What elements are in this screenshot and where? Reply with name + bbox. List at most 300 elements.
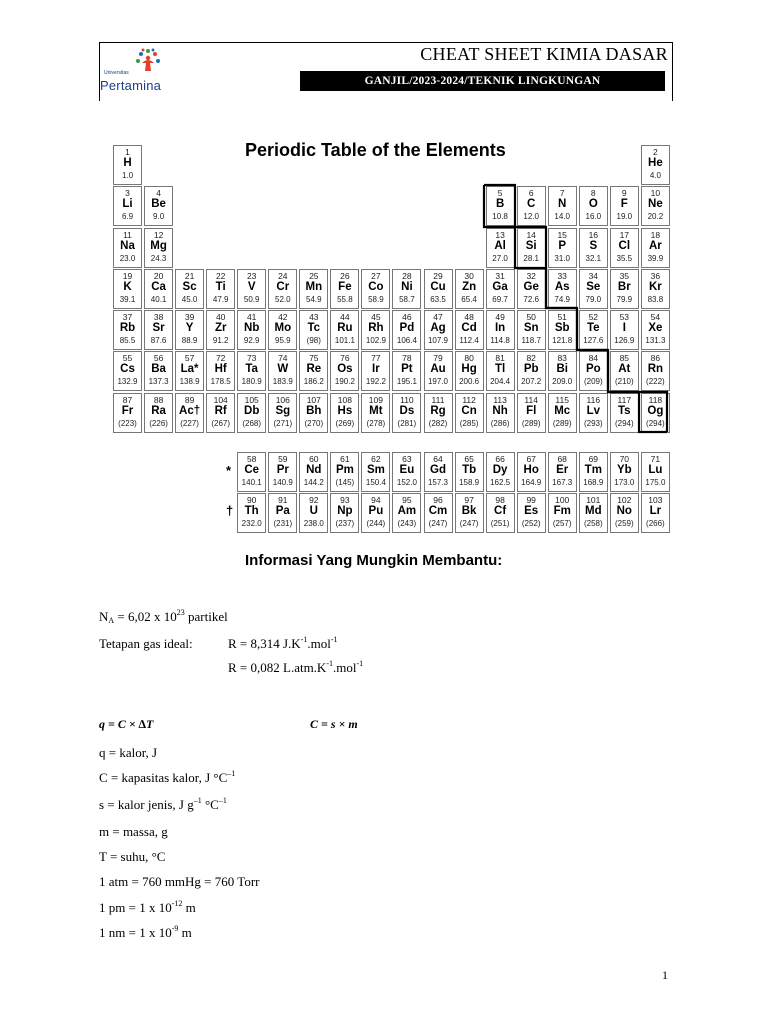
element-cell-rg	[424, 393, 453, 433]
element-cell-mg	[144, 228, 173, 268]
element-cell-co	[361, 269, 390, 309]
atomic-number: 113	[493, 395, 507, 405]
element-symbol: In	[494, 322, 506, 334]
atomic-mass: 6.9	[121, 212, 134, 221]
definition-b: m	[182, 900, 196, 915]
actinide-marker: †	[226, 503, 234, 518]
atomic-mass: (252)	[521, 519, 541, 528]
element-cell-ca	[144, 269, 173, 309]
atomic-mass: 55.8	[337, 295, 353, 304]
element-cell-sc	[175, 269, 204, 309]
definition-a: 1 nm = 1 x 10	[99, 925, 172, 940]
atomic-mass: 24.3	[150, 254, 167, 263]
element-cell-ba	[144, 351, 173, 391]
atomic-mass: 131.3	[645, 336, 666, 345]
element-symbol: Rh	[368, 322, 384, 334]
element-symbol: Cl	[618, 240, 631, 252]
element-symbol: Ne	[648, 198, 663, 210]
element-symbol: Mo	[274, 322, 292, 334]
definition-line	[99, 770, 235, 786]
element-symbol: K	[123, 281, 132, 293]
element-cell-fe	[330, 269, 359, 309]
element-cell-ni	[392, 269, 421, 309]
element-cell-ho	[517, 452, 546, 492]
atomic-number: 94	[371, 495, 381, 505]
atomic-number: 52	[588, 312, 599, 322]
element-symbol: Cr	[276, 281, 290, 293]
element-cell-pd	[392, 310, 421, 350]
element-symbol: Ce	[244, 464, 260, 476]
element-cell-pr	[268, 452, 297, 492]
element-symbol: Rb	[119, 322, 136, 334]
element-symbol: Bh	[306, 405, 322, 417]
atomic-number: 100	[555, 495, 570, 505]
element-cell-o	[579, 186, 608, 226]
element-cell-br	[610, 269, 639, 309]
element-cell-lr	[641, 493, 670, 533]
atomic-number: 85	[619, 353, 630, 363]
atomic-number: 38	[153, 312, 164, 322]
atomic-number: 24	[278, 271, 288, 281]
atomic-mass: 238.0	[303, 519, 324, 528]
element-cell-y	[175, 310, 204, 350]
atomic-number: 62	[371, 454, 381, 464]
atomic-mass: (98)	[306, 336, 321, 345]
atomic-mass: 20.2	[647, 212, 664, 221]
element-symbol: Br	[617, 281, 631, 293]
element-symbol: Cn	[461, 405, 477, 417]
element-cell-po	[579, 351, 608, 391]
atomic-number: 66	[495, 454, 505, 464]
element-cell-be	[144, 186, 173, 226]
element-symbol: Se	[586, 281, 601, 293]
element-symbol: N	[558, 198, 567, 210]
element-symbol: Ar	[649, 240, 662, 252]
element-cell-cd	[455, 310, 484, 350]
element-symbol: Pm	[335, 464, 354, 476]
atomic-mass: 158.9	[459, 478, 480, 487]
element-cell-pm	[330, 452, 359, 492]
element-cell-ra	[144, 393, 173, 433]
element-symbol: Ge	[523, 281, 539, 293]
element-cell-f	[610, 186, 639, 226]
element-cell-eu	[392, 452, 421, 492]
element-symbol: Rf	[214, 405, 227, 417]
element-symbol: Am	[397, 505, 417, 517]
atomic-mass: (259)	[614, 519, 634, 528]
element-symbol: Sc	[182, 281, 197, 293]
element-cell-v	[237, 269, 266, 309]
element-symbol: Mg	[150, 240, 167, 252]
element-cell-b	[486, 186, 515, 226]
atomic-mass: (247)	[428, 519, 448, 528]
atomic-number: 56	[153, 353, 164, 363]
atomic-number: 99	[526, 495, 536, 505]
atomic-number: 33	[557, 271, 567, 281]
atomic-mass: 39.9	[647, 254, 664, 263]
atomic-number: 95	[402, 495, 412, 505]
element-symbol: Cd	[461, 322, 477, 334]
element-cell-u	[299, 493, 328, 533]
element-cell-yb	[610, 452, 639, 492]
atomic-mass: 150.4	[365, 478, 386, 487]
element-cell-al	[486, 228, 515, 268]
atomic-mass: (223)	[118, 419, 137, 428]
atomic-mass: 195.1	[396, 377, 417, 386]
element-symbol: Hs	[337, 405, 353, 417]
element-symbol: Cu	[430, 281, 446, 293]
element-symbol: P	[558, 240, 567, 252]
atomic-number: 46	[402, 312, 412, 322]
atomic-number: 69	[588, 454, 599, 464]
element-cell-la	[175, 351, 204, 391]
atomic-number: 82	[526, 353, 536, 363]
atomic-mass: 40.1	[150, 295, 167, 304]
element-symbol: F	[620, 198, 628, 210]
atomic-number: 60	[309, 454, 319, 464]
element-cell-rb	[113, 310, 142, 350]
atomic-mass: (289)	[521, 419, 541, 428]
atomic-mass: 32.1	[585, 254, 602, 263]
element-symbol: Hf	[214, 363, 227, 375]
element-cell-ts	[610, 393, 639, 433]
atomic-mass: (222)	[646, 377, 665, 386]
atomic-mass: 12.0	[523, 212, 539, 221]
atomic-number: 98	[495, 495, 505, 505]
element-cell-sn	[517, 310, 546, 350]
atomic-mass: 87.6	[150, 336, 167, 345]
element-cell-mc	[548, 393, 577, 433]
atomic-number: 11	[123, 230, 132, 240]
definition-line	[99, 849, 165, 865]
atomic-mass: 127.6	[583, 336, 604, 345]
element-cell-mt	[361, 393, 390, 433]
atomic-mass: 140.9	[272, 478, 293, 487]
course-banner: GANJIL/2023-2024/TEKNIK LINGKUNGAN	[300, 71, 665, 91]
element-cell-ge	[517, 269, 546, 309]
element-cell-fm	[548, 493, 577, 533]
element-symbol: Lr	[649, 505, 662, 517]
atomic-mass: (145)	[335, 478, 355, 487]
atomic-mass: 23.0	[119, 254, 136, 263]
element-cell-xe	[641, 310, 670, 350]
atomic-number: 14	[526, 230, 536, 240]
element-symbol: Fr	[121, 405, 134, 417]
element-cell-ds	[392, 393, 421, 433]
atomic-mass: (209)	[583, 377, 603, 386]
element-cell-np	[330, 493, 359, 533]
element-cell-nh	[486, 393, 515, 433]
atomic-mass: 102.9	[365, 336, 386, 345]
atomic-number: 101	[586, 495, 601, 505]
element-cell-n	[548, 186, 577, 226]
element-cell-dy	[486, 452, 515, 492]
element-cell-re	[299, 351, 328, 391]
atomic-mass: 39.1	[119, 295, 136, 304]
element-symbol: Ga	[492, 281, 508, 293]
atomic-number: 9	[621, 188, 627, 198]
element-symbol: Mc	[554, 405, 571, 417]
atomic-number: 20	[153, 271, 164, 281]
element-cell-as	[548, 269, 577, 309]
element-cell-pu	[361, 493, 390, 533]
element-symbol: Lu	[648, 464, 663, 476]
element-cell-cf	[486, 493, 515, 533]
atomic-mass: (257)	[552, 519, 572, 528]
definition-a: q = kalor, J	[99, 745, 158, 760]
element-symbol: Ac†	[179, 405, 201, 417]
element-cell-at	[610, 351, 639, 391]
element-symbol: Rn	[647, 363, 664, 375]
atomic-number: 53	[619, 312, 630, 322]
atomic-mass: (294)	[614, 419, 634, 428]
atomic-number: 90	[246, 495, 257, 505]
element-symbol: Ni	[401, 281, 413, 293]
atomic-mass: 31.0	[554, 254, 570, 263]
element-cell-li	[113, 186, 142, 226]
atomic-mass: 162.5	[490, 478, 511, 487]
page-number: 1	[662, 968, 668, 982]
element-symbol: Sn	[523, 322, 539, 334]
definition-a: 1 atm = 760 mmHg = 760 Torr	[99, 874, 260, 889]
atomic-mass: (269)	[335, 419, 355, 428]
atomic-mass: (244)	[366, 519, 386, 528]
atomic-mass: 140.1	[241, 478, 262, 487]
atomic-number: 1	[125, 147, 130, 157]
atomic-number: 45	[371, 312, 381, 322]
element-cell-gd	[424, 452, 453, 492]
element-symbol: C	[527, 198, 536, 210]
element-cell-es	[517, 493, 546, 533]
atomic-mass: 58.7	[399, 295, 415, 304]
element-symbol: Re	[306, 363, 322, 375]
atomic-number: 107	[306, 395, 321, 405]
element-symbol: He	[648, 157, 663, 169]
element-cell-i	[610, 310, 639, 350]
atomic-number: 86	[650, 353, 661, 363]
atomic-mass: 9.0	[153, 212, 165, 221]
element-cell-sm	[361, 452, 390, 492]
atomic-mass: 91.2	[212, 336, 229, 345]
atomic-mass: (267)	[211, 419, 231, 428]
atomic-number: 72	[215, 353, 226, 363]
element-cell-ru	[330, 310, 359, 350]
element-cell-te	[579, 310, 608, 350]
atomic-number: 89	[184, 395, 195, 405]
atomic-mass: (247)	[459, 519, 479, 528]
atomic-number: 12	[153, 230, 164, 240]
gas-constant-label: Tetapan gas ideal:	[99, 636, 193, 651]
element-cell-h	[113, 145, 142, 185]
element-symbol: W	[277, 363, 289, 375]
atomic-number: 78	[402, 353, 412, 363]
gas-constant-r2: R = 0,082 $L.atm.K^{-1}.mol^{-1}$	[228, 659, 364, 675]
atomic-mass: (286)	[490, 419, 510, 428]
atomic-number: 48	[464, 312, 474, 322]
atomic-number: 63	[402, 454, 412, 464]
atomic-number: 41	[246, 312, 257, 322]
element-cell-p	[548, 228, 577, 268]
element-cell-w	[268, 351, 297, 391]
atomic-number: 31	[495, 271, 505, 281]
element-symbol: Th	[244, 505, 259, 517]
element-cell-au	[424, 351, 453, 391]
atomic-number: 88	[153, 395, 164, 405]
atomic-mass: 173.0	[614, 478, 635, 487]
atomic-number: 10	[650, 188, 661, 198]
element-cell-lu	[641, 452, 670, 492]
atomic-mass: 19.0	[616, 212, 633, 221]
definition-line	[99, 900, 196, 916]
atomic-number: 116	[586, 395, 601, 405]
atomic-mass: 192.2	[365, 377, 386, 386]
element-symbol: Tc	[307, 322, 321, 334]
element-symbol: Cf	[494, 505, 507, 517]
element-cell-mn	[299, 269, 328, 309]
atomic-number: 6	[528, 188, 534, 198]
definition-e2: –1	[218, 796, 227, 805]
atomic-mass: (294)	[646, 419, 665, 428]
atomic-mass: (282)	[428, 419, 448, 428]
atomic-number: 50	[526, 312, 536, 322]
logo-subtext: Universitas	[104, 70, 129, 76]
atomic-number: 67	[526, 454, 536, 464]
atomic-mass: 107.9	[427, 336, 449, 345]
element-symbol: Tm	[584, 464, 602, 476]
atomic-number: 103	[648, 495, 663, 505]
element-cell-c	[517, 186, 546, 226]
element-symbol: Hg	[461, 363, 477, 375]
element-symbol: Md	[584, 505, 602, 517]
atomic-mass: 35.5	[616, 254, 633, 263]
atomic-mass: (281)	[397, 419, 417, 428]
element-cell-zr	[206, 310, 235, 350]
element-symbol: Ra	[151, 405, 166, 417]
element-cell-os	[330, 351, 359, 391]
atomic-number: 4	[156, 188, 161, 198]
element-cell-fr	[113, 393, 142, 433]
element-cell-db	[237, 393, 266, 433]
atomic-number: 49	[495, 312, 505, 322]
atomic-number: 17	[619, 230, 630, 240]
element-symbol: Pu	[368, 505, 384, 517]
element-symbol: B	[495, 198, 505, 210]
atomic-mass: (271)	[273, 419, 293, 428]
element-symbol: Ho	[523, 464, 539, 476]
atomic-number: 37	[122, 312, 133, 322]
atomic-number: 106	[275, 395, 290, 405]
element-symbol: Nb	[244, 322, 260, 334]
atomic-mass: 138.9	[179, 377, 200, 386]
atomic-mass: 106.4	[396, 336, 417, 345]
atomic-mass: 180.9	[241, 377, 262, 386]
atomic-mass: 72.6	[523, 295, 539, 304]
atomic-mass: (293)	[583, 419, 603, 428]
atomic-number: 102	[617, 495, 632, 505]
atomic-mass: 200.6	[459, 377, 480, 386]
atomic-number: 5	[497, 188, 503, 198]
atomic-number: 18	[650, 230, 661, 240]
atomic-number: 32	[526, 271, 536, 281]
element-symbol: Po	[585, 363, 601, 375]
element-cell-hs	[330, 393, 359, 433]
element-cell-ga	[486, 269, 515, 309]
atomic-mass: 101.1	[334, 336, 355, 345]
definition-e1: –1	[227, 769, 236, 778]
atomic-number: 54	[650, 312, 661, 322]
atomic-number: 92	[309, 495, 319, 505]
element-cell-no	[610, 493, 639, 533]
atomic-number: 35	[619, 271, 630, 281]
element-cell-md	[579, 493, 608, 533]
atomic-mass: (285)	[459, 419, 479, 428]
element-cell-rn	[641, 351, 670, 391]
element-cell-lv	[579, 393, 608, 433]
element-symbol: Mn	[305, 281, 323, 293]
element-symbol: Co	[368, 281, 384, 293]
element-cell-th	[237, 493, 266, 533]
document-title: CHEAT SHEET KIMIA DASAR	[420, 44, 668, 64]
atomic-number: 79	[433, 353, 443, 363]
element-symbol: Ba	[151, 363, 166, 375]
element-symbol: Og	[647, 405, 664, 417]
element-symbol: Bi	[556, 363, 568, 375]
atomic-number: 110	[400, 395, 414, 405]
element-symbol: Xe	[648, 322, 663, 334]
periodic-table-title: Periodic Table of the Elements	[245, 140, 506, 160]
element-symbol: Ta	[245, 363, 258, 375]
element-symbol: Y	[185, 322, 194, 334]
atomic-mass: 52.0	[275, 295, 291, 304]
definition-a: m = massa, g	[99, 824, 168, 839]
element-cell-ce	[237, 452, 266, 492]
atomic-number: 108	[337, 395, 352, 405]
atomic-number: 36	[650, 271, 661, 281]
definition-line	[99, 824, 168, 840]
atomic-number: 26	[340, 271, 350, 281]
gas-constant-r1: R = 8,314 $J.K^{-1}.mol^{-1}$	[228, 635, 338, 651]
atomic-mass: 118.7	[521, 336, 541, 345]
element-symbol: At	[618, 363, 631, 375]
atomic-number: 80	[464, 353, 474, 363]
element-symbol: Os	[337, 363, 353, 375]
atomic-number: 68	[557, 454, 567, 464]
atomic-number: 47	[433, 312, 443, 322]
atomic-mass: (226)	[149, 419, 168, 428]
element-symbol: Zn	[462, 281, 477, 293]
element-symbol: Ts	[618, 405, 631, 417]
definition-line	[99, 874, 259, 890]
atomic-mass: 1.0	[121, 171, 134, 180]
element-symbol: Kr	[649, 281, 662, 293]
atomic-number: 25	[309, 271, 319, 281]
atomic-mass: 74.9	[554, 295, 570, 304]
atomic-mass: 164.9	[521, 478, 542, 487]
element-symbol: Yb	[616, 464, 632, 476]
atomic-mass: (258)	[583, 519, 603, 528]
element-cell-tm	[579, 452, 608, 492]
atomic-number: 3	[125, 188, 130, 198]
atomic-mass: (210)	[614, 377, 634, 386]
atomic-mass: 83.8	[647, 295, 664, 304]
atomic-number: 30	[464, 271, 474, 281]
element-symbol: Al	[494, 240, 506, 252]
element-cell-cr	[268, 269, 297, 309]
atomic-number: 8	[590, 188, 596, 198]
atomic-number: 51	[557, 312, 567, 322]
atomic-number: 96	[433, 495, 443, 505]
atomic-number: 57	[184, 353, 195, 363]
